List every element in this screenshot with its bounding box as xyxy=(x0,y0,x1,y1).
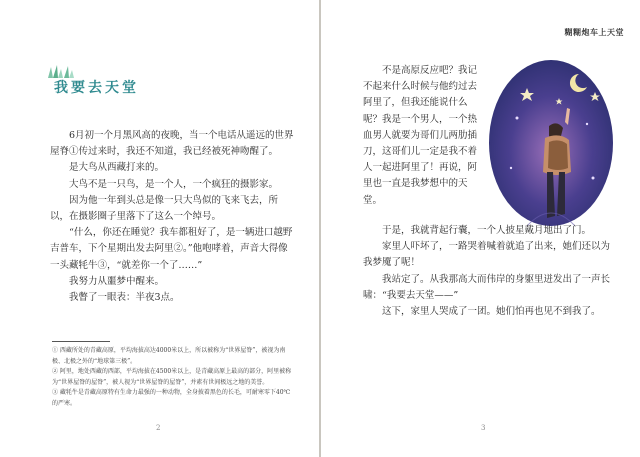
paragraph: “什么，你还在睡觉？我车都租好了，是一辆进口越野吉普车，下个星期出发去阿里②。”他咆哮着，声音大得像一头藏牦牛③，“就差你一个了……” xyxy=(50,227,293,271)
paragraph: 家里人吓坏了，一路哭着喊着就追了出来，她们还以为我梦魇了呢！ xyxy=(363,241,611,269)
right-body-text-top xyxy=(363,63,483,209)
page-number: 2 xyxy=(156,424,161,432)
running-header: 糊糊炮车上天堂 xyxy=(564,27,624,37)
paragraph: 于是，我就背起行囊，一个人披星戴月地出了门。 xyxy=(382,225,592,236)
footnote: ③ 藏牦牛是青藏高原特有生命力最强的一种动物，全身披着黑色的长毛，可耐寒零下40℃的严寒。 xyxy=(52,389,291,407)
paragraph: 6月初一个月黑风高的夜晚，当一个电话从遥远的世界屋脊①传过来时，我还不知道，我已经被死神吻醒了。 xyxy=(50,130,294,158)
left-body-text xyxy=(50,128,294,306)
page-number: 3 xyxy=(481,424,486,432)
footnotes xyxy=(52,346,292,410)
paragraph: 我努力从噩梦中醒来。 xyxy=(69,275,165,287)
right-body-text xyxy=(363,223,611,320)
chapter-title: 我要去天堂 xyxy=(54,80,139,96)
paragraph: 不是高原反应吧？我记不起来什么时候与他约过去阿里了，但我还能说什么呢？我是一个男人，一个热血男人就要为哥们儿两肋插刀，这哥们儿一定是我不着人一起进阿里了！再说，阿里也一直是我梦想中的天堂。 xyxy=(363,65,478,206)
paragraph: 因为他一年到头总是像一只大鸟似的飞来飞去，所以，在摄影圈子里落下了这么一个绰号。 xyxy=(50,194,279,223)
paragraph: 这下，家里人哭成了一团。她们怕再也见不到我了。 xyxy=(382,306,601,318)
footnote-divider xyxy=(52,341,110,342)
right-page xyxy=(321,0,640,457)
footnote: ① 西藏所处的青藏高原，平均海拔高达4000米以上，所以被称为“世界屋脊”，被视为南极、北极之外的“地球第三极”。 xyxy=(52,347,286,365)
paragraph: 是大鸟从西藏打来的。 xyxy=(69,162,165,174)
night-sky-illustration xyxy=(487,58,615,228)
paragraph: 大鸟不是一只鸟，是一个人，一个疯狂的摄影家。 xyxy=(69,178,279,190)
left-page xyxy=(0,0,319,457)
paragraph: 我站定了。从我那高大而伟岸的身躯里迸发出了一声长啸：“我要去天堂——” xyxy=(363,273,611,301)
grass-ornament-icon xyxy=(46,64,76,78)
paragraph: 我瞥了一眼表：半夜3点。 xyxy=(69,292,180,304)
footnote: ② 阿里，地处西藏的西部，平均海拔在4500米以上，是青藏高原上最高的部分，阿里被称为“世界屋脊的屋脊”，被人视为“世界屋脊的屋脊”，并素有世间极远之地的美誉。 xyxy=(52,368,292,386)
